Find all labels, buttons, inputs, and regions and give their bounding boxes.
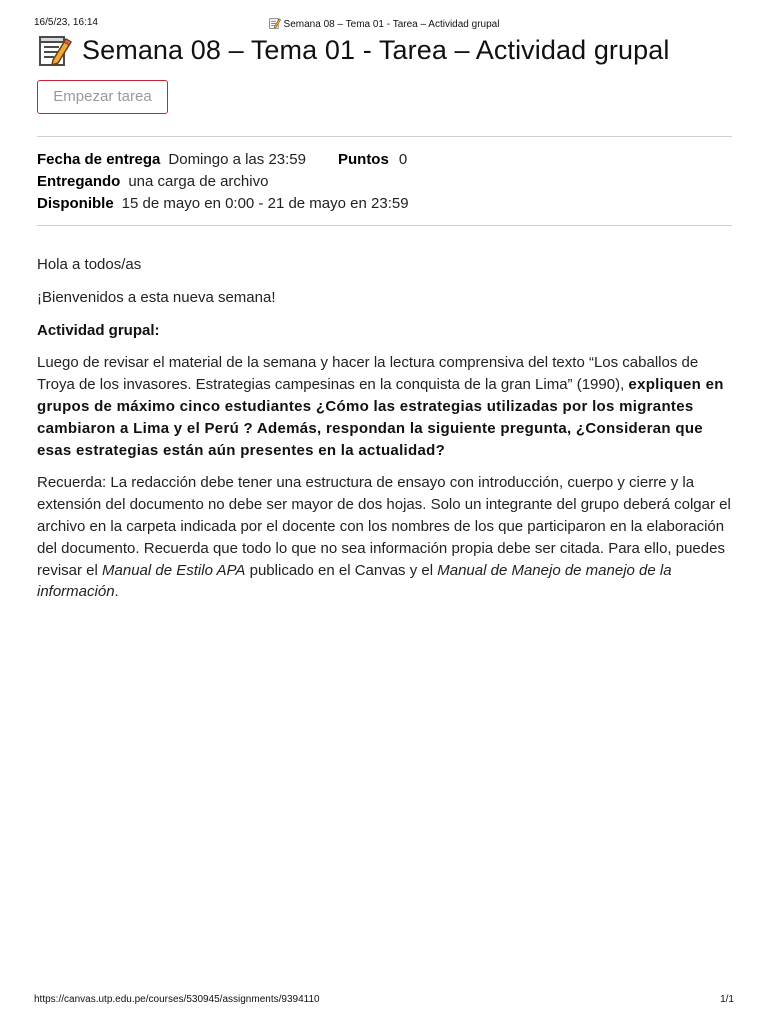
submitting-label: Entregando (37, 173, 121, 190)
points-value: 0 (398, 151, 408, 168)
reminder-mid: publicado en el Canvas y el (245, 561, 438, 579)
print-page-number: 1/1 (720, 994, 734, 1005)
memo-icon (38, 33, 72, 67)
due-value: Domingo a las 23:59 (168, 151, 306, 168)
divider (37, 225, 732, 226)
due-row (37, 149, 409, 171)
reminder-text: Recuerda: La redacción debe tener una estructura de ensayo con introducción, cuerpo y cierre y la extensión del documento no debe ser mayor de dos hojas. Solo un integrante del grupo deberá colgar el archivo en la carpeta indicada por el docente con los nombres de los que participaron en la elaboración del documento. Recuerda que todo lo que no sea información propia debe ser citada. Para ello, puedes revisar el (37, 474, 731, 579)
apa-manual-reference: Manual de Estilo APA (102, 561, 246, 579)
greeting-text: Hola a todos/as (37, 256, 142, 273)
due-label: Fecha de entrega (37, 151, 161, 168)
reminder-paragraph (37, 472, 733, 603)
memo-icon (269, 17, 281, 32)
information-manual-reference: Manual de Manejo de manejo de la información (37, 561, 672, 601)
available-label: Disponible (37, 195, 114, 212)
divider (37, 136, 732, 137)
instructions-paragraph (37, 352, 733, 461)
reminder-end: . (114, 583, 119, 601)
page-title: Semana 08 – Tema 01 - Tarea – Actividad grupal (82, 34, 670, 65)
print-document-title (0, 17, 768, 32)
start-assignment-button[interactable]: Empezar tarea (37, 80, 168, 114)
assignment-description (37, 254, 733, 614)
welcome-text: ¡Bienvenidos a esta nueva semana! (37, 288, 276, 306)
points-label: Puntos (337, 151, 389, 168)
available-row (37, 193, 409, 215)
print-timestamp: 16/5/23, 16:14 (34, 17, 98, 28)
assignment-header (38, 33, 669, 67)
activity-label: Actividad grupal: (37, 321, 160, 339)
instructions-intro: Luego de revisar el material de la semana y hacer la lectura comprensiva del texto “Los caballos de Troya de los invasores. Estrategias campesinas en la conquista de la gran Lima” (1990), (37, 354, 699, 394)
print-document-title-text: Semana 08 – Tema 01 - Tarea – Actividad grupal (283, 19, 500, 30)
available-value: 15 de mayo en 0:00 - 21 de mayo en 23:59 (121, 195, 409, 212)
assignment-details (37, 149, 409, 215)
submitting-row (37, 171, 409, 193)
print-url: https://canvas.utp.edu.pe/courses/530945/assignments/9394110 (34, 994, 320, 1005)
submitting-value: una carga de archivo (128, 173, 269, 190)
instructions-question: expliquen en grupos de máximo cinco estudiantes ¿Cómo las estrategias utilizadas por los migrantes cambiaron a Lima y el Perú ? Además, respondan la siguiente pregunta, ¿Consideran que esas estrategias están aún presentes en la actualidad? (37, 376, 724, 459)
